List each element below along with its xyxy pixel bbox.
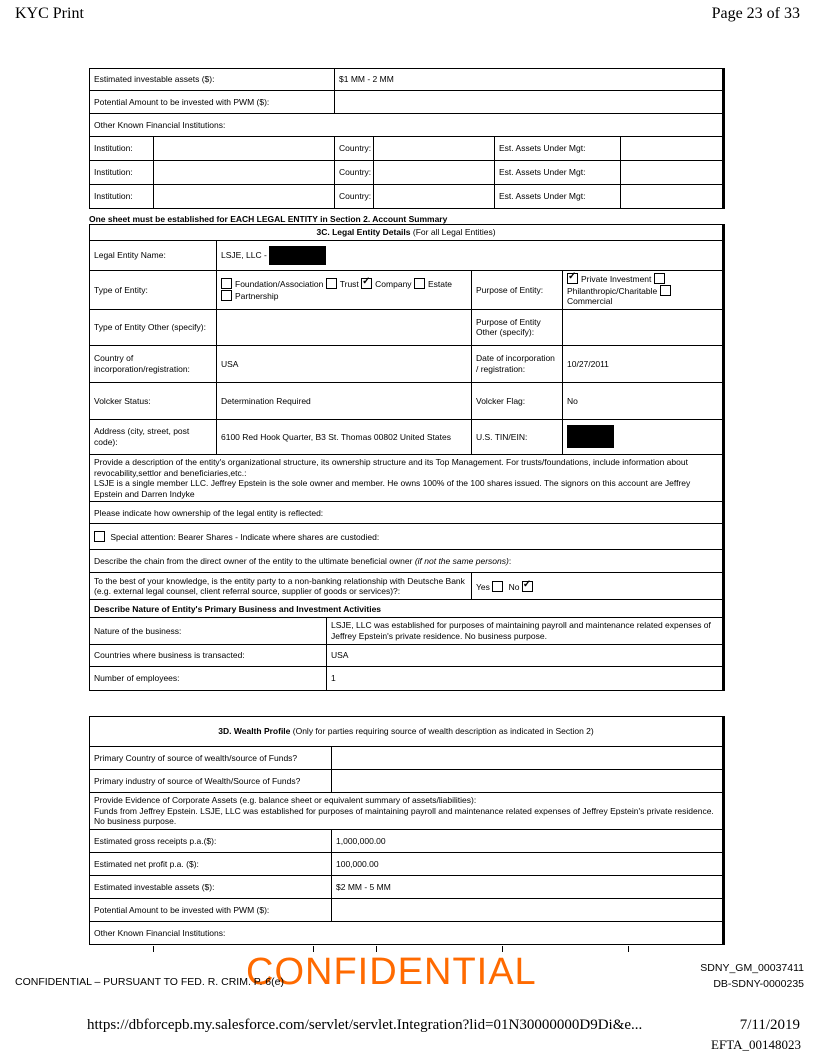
field-label: Number of employees: — [90, 666, 327, 690]
country-label: Country: — [335, 185, 374, 209]
field-label: Other Known Financial Institutions: — [90, 921, 724, 944]
legal-entity-table — [89, 224, 725, 691]
document-title: KYC Print — [15, 5, 84, 22]
field-value: Determination Required — [217, 382, 472, 419]
redaction-box — [269, 246, 326, 265]
checkbox-label: Philanthropic/Charitable — [567, 285, 658, 296]
nature-header: Describe Nature of Entity's Primary Business and Investment Activities — [90, 600, 724, 618]
checkbox-label: Trust — [339, 279, 359, 290]
checkbox-trust[interactable] — [326, 278, 337, 289]
bates-number-2: DB-SDNY-0000235 — [713, 978, 804, 990]
tin-cell — [563, 419, 724, 454]
entity-purpose-options — [563, 271, 724, 310]
field-value: No — [563, 382, 724, 419]
field-label: Volcker Status: — [90, 382, 217, 419]
bearer-shares-label: Special attention: Bearer Shares - Indicate where shares are custodied: — [110, 532, 380, 543]
checkbox-foundation[interactable] — [221, 278, 232, 289]
field-value — [332, 770, 724, 793]
checkbox-yes[interactable] — [492, 581, 503, 592]
field-value: $1 MM - 2 MM — [335, 69, 724, 91]
chain-prompt-end: : — [508, 556, 512, 567]
field-label: Date of incorporation / registration: — [472, 345, 563, 382]
evidence-cell — [90, 793, 724, 830]
print-date: 7/11/2019 — [739, 1017, 800, 1033]
field-label: Legal Entity Name: — [90, 241, 217, 271]
page-number: Page 23 of 33 — [711, 5, 800, 22]
checkbox-commercial[interactable] — [660, 285, 671, 296]
evidence-value: Funds from Jeffrey Epstein. LSJE, LLC was established for purposes of maintaining payroll and maintenance related expenses of Jeffrey Epstein's private residence. No business purpose. — [94, 805, 714, 827]
field-label: Estimated gross receipts p.a.($): — [90, 829, 332, 852]
field-label: Estimated investable assets ($): — [90, 875, 332, 898]
checkbox-label: Company — [375, 279, 412, 290]
country-label: Country: — [335, 137, 374, 161]
chain-prompt — [90, 550, 724, 573]
checkbox-no[interactable] — [522, 581, 533, 592]
country-value — [374, 137, 495, 161]
field-value: 10/27/2011 — [563, 345, 724, 382]
field-label: Volcker Flag: — [472, 382, 563, 419]
checkbox-bearer-shares[interactable] — [94, 531, 105, 542]
field-value: USA — [217, 345, 472, 382]
wealth-profile-table — [89, 716, 725, 945]
field-value: LSJE, LLC was established for purposes of maintaining payroll and maintenance related expenses of Jeffrey Epstein's private residence. No business purpose. — [327, 618, 724, 644]
checkbox-estate[interactable] — [414, 278, 425, 289]
section-title — [90, 225, 724, 241]
field-value — [332, 747, 724, 770]
field-label: Purpose of Entity: — [472, 271, 563, 310]
assets-label: Est. Assets Under Mgt: — [495, 137, 621, 161]
field-label: Country of incorporation/registration: — [90, 345, 217, 382]
chain-prompt-italic: (if not the same persons) — [414, 556, 509, 567]
confidential-stamp: CONFIDENTIAL — [246, 951, 537, 993]
institution-row — [90, 137, 724, 161]
bates-number: SDNY_GM_00037411 — [700, 962, 804, 974]
cut-tick — [628, 946, 629, 952]
field-label: Purpose of Entity Other (specify): — [472, 309, 563, 345]
section-title — [90, 717, 724, 747]
section-title-text: 3D. Wealth Profile — [218, 726, 291, 737]
cut-tick — [153, 946, 154, 952]
yes-no-cell — [472, 573, 724, 600]
description-value: LSJE is a single member LLC. Jeffrey Epstein is the sole owner and member. He owns 100% of the 100 shares issued. The signors on this account are Jeffrey Epstein and Darren Indyke — [94, 478, 691, 499]
institution-label: Institution: — [90, 185, 154, 209]
field-label: Nature of the business: — [90, 618, 327, 644]
entity-name-cell — [217, 241, 724, 271]
redaction-box — [567, 425, 614, 448]
confidential-notice: CONFIDENTIAL – PURSUANT TO FED. R. CRIM. P. 6(e) — [15, 976, 284, 988]
field-label: Estimated net profit p.a. ($): — [90, 852, 332, 875]
field-label: Primary Country of source of wealth/source of Funds? — [90, 747, 332, 770]
institution-row — [90, 161, 724, 185]
checkbox-label: Estate — [427, 279, 453, 290]
field-value: 1,000,000.00 — [332, 829, 724, 852]
checkbox-partnership[interactable] — [221, 290, 232, 301]
section-title-text: 3C. Legal Entity Details — [316, 227, 411, 238]
field-value — [563, 309, 724, 345]
field-label: Other Known Financial Institutions: — [90, 114, 724, 137]
field-label: Countries where business is transacted: — [90, 644, 327, 666]
assets-value — [621, 137, 724, 161]
field-value: $2 MM - 5 MM — [332, 875, 724, 898]
checkbox-philanthropic[interactable] — [654, 273, 665, 284]
field-label: Potential Amount to be invested with PWM ($): — [90, 91, 335, 114]
field-value — [217, 309, 472, 345]
assets-value — [621, 161, 724, 185]
institution-label: Institution: — [90, 161, 154, 185]
field-value: USA — [327, 644, 724, 666]
institution-value — [154, 137, 335, 161]
checkbox-label: Partnership — [235, 290, 279, 301]
yes-label: Yes — [476, 581, 490, 592]
description-prompt: Provide a description of the entity's organizational structure, its ownership structure and its Top Management. For trusts/foundations, include information about revocability,settlor and beneficiaries,etc.: — [94, 456, 688, 478]
field-value — [335, 91, 724, 114]
field-value: 1 — [327, 666, 724, 690]
chain-prompt-text: Describe the chain from the direct owner of the entity to the ultimate beneficial owner — [94, 556, 413, 567]
nonbanking-prompt: To the best of your knowledge, is the entity party to a non-banking relationship with Deutsche Bank (e.g. external legal counsel, client referral source, supplier of goods or services)?: — [90, 573, 472, 600]
checkbox-label: Commercial — [567, 296, 613, 307]
field-label: Estimated investable assets ($): — [90, 69, 335, 91]
field-label: U.S. TIN/EIN: — [472, 419, 563, 454]
field-label: Type of Entity Other (specify): — [90, 309, 217, 345]
section-title-suffix: (Only for parties requiring source of wealth description as indicated in Section 2) — [292, 726, 594, 737]
assets-label: Est. Assets Under Mgt: — [495, 185, 621, 209]
description-cell — [90, 454, 724, 502]
field-label: Potential Amount to be invested with PWM ($): — [90, 898, 332, 921]
assets-label: Est. Assets Under Mgt: — [495, 161, 621, 185]
institution-value — [154, 185, 335, 209]
sheet-note: One sheet must be established for EACH LEGAL ENTITY in Section 2. Account Summary — [89, 214, 448, 224]
bearer-shares-row — [90, 524, 724, 550]
institution-row — [90, 185, 724, 209]
field-label: Type of Entity: — [90, 271, 217, 310]
assets-value — [621, 185, 724, 209]
institution-value — [154, 161, 335, 185]
country-label: Country: — [335, 161, 374, 185]
checkbox-label: Foundation/Association — [235, 279, 324, 290]
field-label: Address (city, street, post code): — [90, 419, 217, 454]
country-value — [374, 185, 495, 209]
source-url: https://dbforcepb.my.salesforce.com/servlet/servlet.Integration?lid=01N30000000D9Di&e... — [87, 1017, 643, 1033]
efta-number: EFTA_00148023 — [711, 1037, 801, 1052]
entity-type-options — [217, 271, 472, 310]
evidence-prompt: Provide Evidence of Corporate Assets (e.g. balance sheet or equivalent summary of assets/liabilities): — [94, 795, 477, 805]
no-label: No — [508, 581, 520, 592]
ownership-prompt: Please indicate how ownership of the legal entity is reflected: — [90, 502, 724, 524]
section-title-suffix: (For all Legal Entities) — [412, 227, 496, 238]
field-value: 100,000.00 — [332, 852, 724, 875]
entity-name: LSJE, LLC - — [221, 249, 267, 260]
country-value — [374, 161, 495, 185]
checkbox-label: Private Investment — [581, 274, 652, 284]
checkbox-private-investment[interactable] — [567, 273, 578, 284]
institution-label: Institution: — [90, 137, 154, 161]
checkbox-company[interactable] — [361, 278, 372, 289]
field-label: Primary industry of source of Wealth/Source of Funds? — [90, 770, 332, 793]
financial-info-table — [89, 68, 725, 209]
field-value: 6100 Red Hook Quarter, B3 St. Thomas 00802 United States — [217, 419, 472, 454]
field-value — [332, 898, 724, 921]
